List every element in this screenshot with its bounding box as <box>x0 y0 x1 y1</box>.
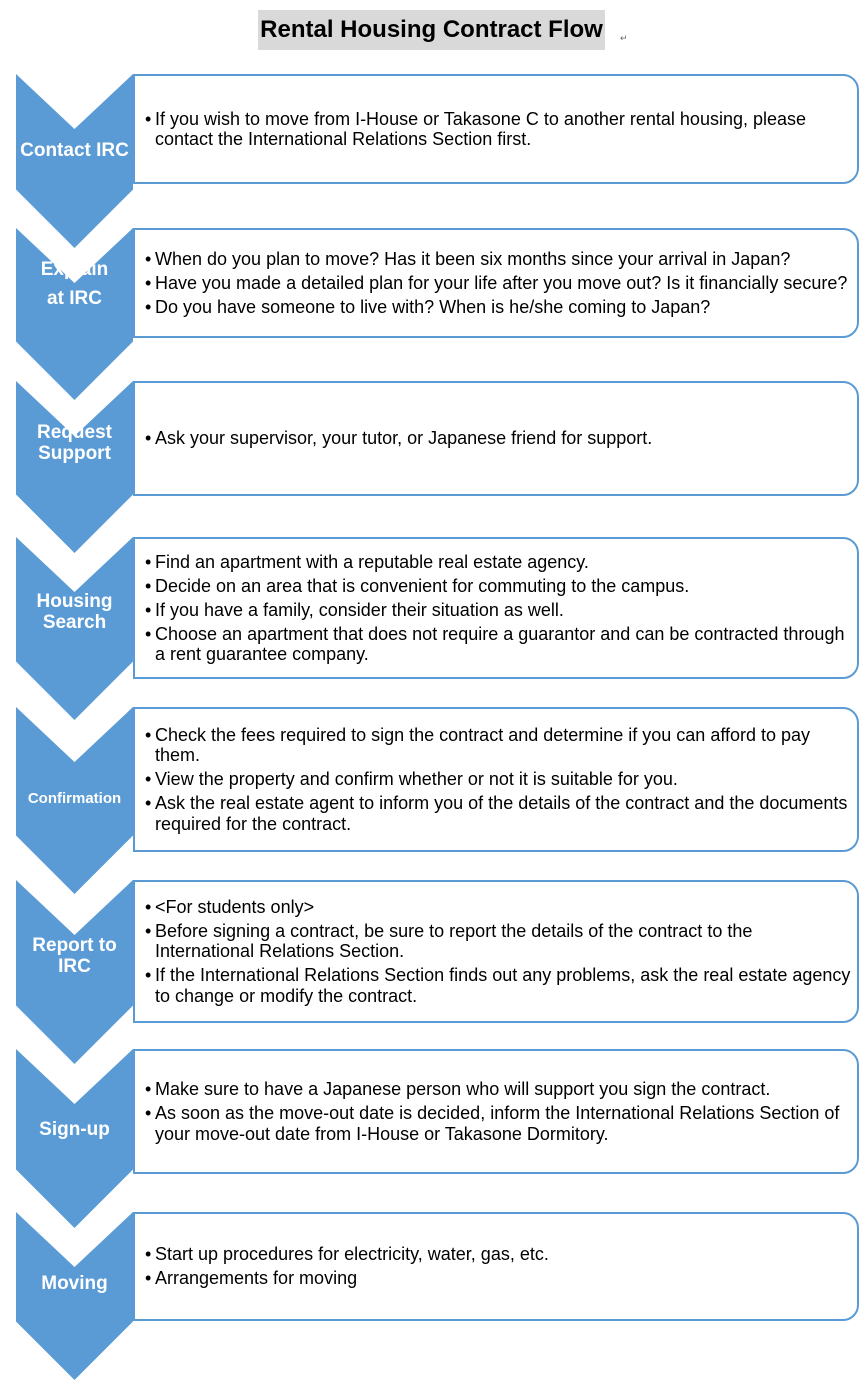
step-chevron <box>16 1212 133 1380</box>
chevron-shape <box>16 228 133 400</box>
chevron-shape <box>16 381 133 553</box>
step-label: Housing Search <box>36 591 113 633</box>
step-description-box <box>133 74 859 184</box>
chevron-shape <box>16 74 133 248</box>
page-title: Rental Housing Contract Flow <box>258 10 605 50</box>
step-label: Report to IRC <box>32 935 117 977</box>
step-label: Contact IRC <box>20 139 129 161</box>
step-chevron <box>16 1049 133 1228</box>
bullet-item: • Choose an apartment that does not require a guarantor and can be contracted through a rent guarantee company. <box>145 624 851 665</box>
bullet-list <box>145 897 851 1007</box>
step-description-box <box>133 228 859 338</box>
title-wrap <box>0 10 867 50</box>
paragraph-mark-icon: ↵ <box>620 33 628 43</box>
bullet-item: • If you wish to move from I-House or Takasone C to another rental housing, please contact the International Relations Section first. <box>145 109 851 150</box>
bullet-item: • Arrangements for moving <box>145 1268 851 1289</box>
step-label: Confirmation <box>27 789 122 807</box>
bullet-list <box>145 552 851 665</box>
bullet-item: • If you have a family, consider their situation as well. <box>145 600 851 621</box>
step-description-box <box>133 707 859 852</box>
bullet-item: • Ask the real estate agent to inform you of the details of the contract and the documents required for the contract. <box>145 793 851 834</box>
step-chevron <box>16 228 133 400</box>
bullet-item: • When do you plan to move? Has it been six months since your arrival in Japan? <box>145 249 851 270</box>
bullet-list <box>145 1079 851 1144</box>
bullet-item: • Do you have someone to live with? When is he/she coming to Japan? <box>145 297 851 318</box>
bullet-item: • As soon as the move-out date is decided, inform the International Relations Section of your move-out date from I-House or Takasone Dormitory. <box>145 1103 851 1144</box>
step-description-box <box>133 537 859 679</box>
bullet-item: • Have you made a detailed plan for your life after you move out? Is it financially secure? <box>145 273 851 294</box>
step-description-box <box>133 1212 859 1321</box>
step-description-box <box>133 381 859 496</box>
bullet-item: • If the International Relations Section finds out any problems, ask the real estate agency to change or modify the contract. <box>145 965 851 1006</box>
step-chevron <box>16 707 133 894</box>
chevron-arrow-icon <box>16 74 133 248</box>
bullet-list <box>145 428 851 449</box>
step-description-box <box>133 1049 859 1174</box>
bullet-list <box>145 109 851 150</box>
step-label: Sign-up <box>39 1118 110 1140</box>
step-label: Explain at IRC <box>40 259 109 309</box>
bullet-item: • Before signing a contract, be sure to report the details of the contract to the International Relations Section. <box>145 921 851 962</box>
bullet-list <box>145 1244 851 1289</box>
bullet-item: • Find an apartment with a reputable real estate agency. <box>145 552 851 573</box>
bullet-item: • Ask your supervisor, your tutor, or Japanese friend for support. <box>145 428 851 449</box>
bullet-list <box>145 249 851 318</box>
bullet-item: • Make sure to have a Japanese person who will support you sign the contract. <box>145 1079 851 1100</box>
chevron-arrow-icon <box>16 228 133 400</box>
chevron-shape <box>16 1212 133 1380</box>
bullet-item: • Check the fees required to sign the contract and determine if you can afford to pay them. <box>145 725 851 766</box>
bullet-item: • <For students only> <box>145 897 851 918</box>
bullet-item: • Decide on an area that is convenient for commuting to the campus. <box>145 576 851 597</box>
step-label: Request Support <box>37 422 112 464</box>
step-chevron <box>16 74 133 248</box>
step-chevron <box>16 381 133 553</box>
bullet-item: • Start up procedures for electricity, water, gas, etc. <box>145 1244 851 1265</box>
step-label: Moving <box>41 1272 108 1294</box>
step-description-box <box>133 880 859 1023</box>
bullet-item: • View the property and confirm whether or not it is suitable for you. <box>145 769 851 790</box>
step-chevron <box>16 880 133 1064</box>
chevron-arrow-icon <box>16 381 133 553</box>
step-chevron <box>16 537 133 720</box>
chevron-arrow-icon <box>16 1212 133 1380</box>
bullet-list <box>145 725 851 835</box>
